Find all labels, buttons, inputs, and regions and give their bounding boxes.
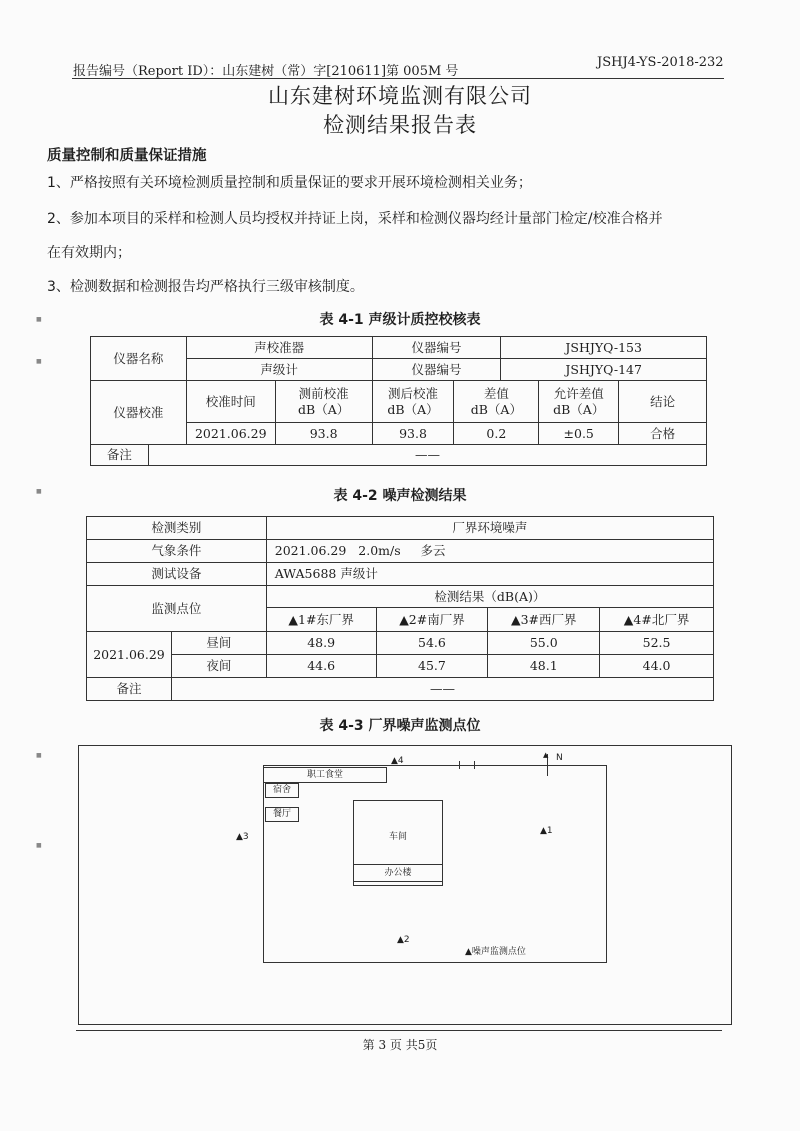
point-1-marker: ▲1	[540, 826, 553, 836]
scan-speck: ■	[36, 488, 42, 495]
point-2: ▲2#南厂界	[376, 608, 488, 632]
point-1: ▲1#东厂界	[266, 608, 376, 632]
scan-speck: ■	[36, 358, 42, 365]
night-value-1: 44.6	[266, 655, 376, 678]
map-caption: 表 4-3 厂界噪声监测点位	[319, 718, 481, 734]
gate	[459, 761, 475, 769]
day-label: 昼间	[171, 632, 266, 655]
workshop-label: 车间	[388, 832, 407, 842]
measure-date: 2021.06.29	[87, 632, 172, 678]
device-value: AWA5688 声级计	[266, 563, 713, 586]
night-label: 夜间	[171, 655, 266, 678]
footer-rule	[76, 1030, 722, 1031]
calibrator-name: 声校准器	[186, 337, 372, 359]
company-title: 山东建树环境监测有限公司	[268, 84, 532, 108]
cal-date: 2021.06.29	[186, 423, 275, 445]
day-value-4: 52.5	[600, 632, 714, 655]
cal-result: 合格	[619, 423, 707, 445]
qc-paragraph-2: 2、参加本项目的采样和检测人员均授权并持证上岗，采样和检测仪器均经计量部门检定/校准合格并	[47, 211, 663, 227]
dorm-building: 宿舍	[265, 783, 299, 798]
cal-diff: 0.2	[454, 423, 539, 445]
point-label: 监测点位	[87, 586, 267, 632]
remark-value: ——	[148, 445, 706, 466]
qc-paragraph-1: 1、严格按照有关环境检测质量控制和质量保证的要求开展环境检测相关业务；	[47, 175, 532, 191]
type-label: 检测类别	[87, 517, 267, 540]
point-4: ▲4#北厂界	[600, 608, 714, 632]
noise-result-table	[86, 516, 714, 701]
weather-wind: 2.0m/s	[358, 543, 401, 559]
report-code: JSHJ4-YS-2018-232	[597, 55, 724, 70]
day-value-2: 54.6	[376, 632, 488, 655]
scan-speck: ■	[36, 752, 42, 759]
instrument-name-label: 仪器名称	[91, 337, 187, 381]
col-diff-label: 差值	[483, 385, 509, 401]
point-3: ▲3#西厂界	[488, 608, 600, 632]
north-label: N	[556, 753, 563, 763]
meter-no: JSHJYQ-147	[501, 359, 707, 381]
night-value-2: 45.7	[376, 655, 488, 678]
col-calibration-time: 校准时间	[186, 381, 275, 423]
point-4-marker: ▲4	[391, 756, 404, 766]
result-label: 检测结果（dB(A)）	[266, 586, 713, 608]
page-number: 第 3 页 共5页	[362, 1038, 438, 1052]
calibration-label: 仪器校准	[91, 381, 187, 445]
weather-date: 2021.06.29	[274, 543, 347, 559]
header-rule	[72, 78, 724, 79]
qc-heading: 质量控制和质量保证措施	[47, 148, 207, 164]
unit: dB（A）	[298, 401, 350, 417]
map-legend: ▲噪声监测点位	[465, 947, 526, 957]
col-allow-label: 允许差值	[553, 385, 604, 401]
night-value-3: 48.1	[488, 655, 600, 678]
col-after-label: 测后校准	[387, 385, 438, 401]
col-before	[275, 381, 372, 423]
weather-label: 气象条件	[87, 540, 267, 563]
col-allow	[539, 381, 619, 423]
qc-paragraph-2-cont: 在有效期内；	[47, 245, 131, 261]
canteen-building: 职工食堂	[263, 767, 387, 783]
scan-speck: ■	[36, 842, 42, 849]
remark-value: ——	[171, 678, 713, 701]
col-result: 结论	[619, 381, 707, 423]
unit: dB（A）	[387, 401, 439, 417]
night-value-4: 44.0	[600, 655, 714, 678]
cal-before: 93.8	[275, 423, 372, 445]
instrument-no-label: 仪器编号	[372, 337, 501, 359]
table2-caption: 表 4-2 噪声检测结果	[333, 488, 467, 504]
day-value-3: 55.0	[488, 632, 600, 655]
calibration-table	[90, 336, 707, 466]
col-diff	[454, 381, 539, 423]
cal-after: 93.8	[372, 423, 454, 445]
device-label: 测试设备	[87, 563, 267, 586]
scan-speck: ■	[36, 316, 42, 323]
office-building: 办公楼	[353, 864, 443, 882]
restaurant-building: 餐厅	[265, 807, 299, 822]
instrument-no-label: 仪器编号	[372, 359, 501, 381]
type-value: 厂界环境噪声	[266, 517, 713, 540]
point-2-marker: ▲2	[397, 935, 410, 945]
sound-meter-name: 声级计	[186, 359, 372, 381]
weather-value	[266, 540, 713, 563]
cal-allow: ±0.5	[539, 423, 619, 445]
north-arrowhead-icon: ▲	[543, 751, 549, 759]
unit: dB（A）	[553, 401, 605, 417]
qc-paragraph-3: 3、检测数据和检测报告均严格执行三级审核制度。	[47, 279, 364, 295]
table1-caption: 表 4-1 声级计质控校核表	[319, 312, 481, 328]
day-value-1: 48.9	[266, 632, 376, 655]
site-map	[78, 745, 732, 1025]
unit: dB（A）	[470, 401, 522, 417]
report-id: 报告编号（Report ID）：山东建树（常）字[210611]第 005M 号	[73, 64, 459, 79]
remark-label: 备注	[87, 678, 172, 701]
calibrator-no: JSHJYQ-153	[501, 337, 707, 359]
col-before-label: 测前校准	[298, 385, 349, 401]
col-after	[372, 381, 454, 423]
report-title: 检测结果报告表	[323, 113, 477, 137]
point-3-marker: ▲3	[236, 832, 249, 842]
remark-label: 备注	[91, 445, 149, 466]
weather-sky: 多云	[420, 543, 446, 559]
